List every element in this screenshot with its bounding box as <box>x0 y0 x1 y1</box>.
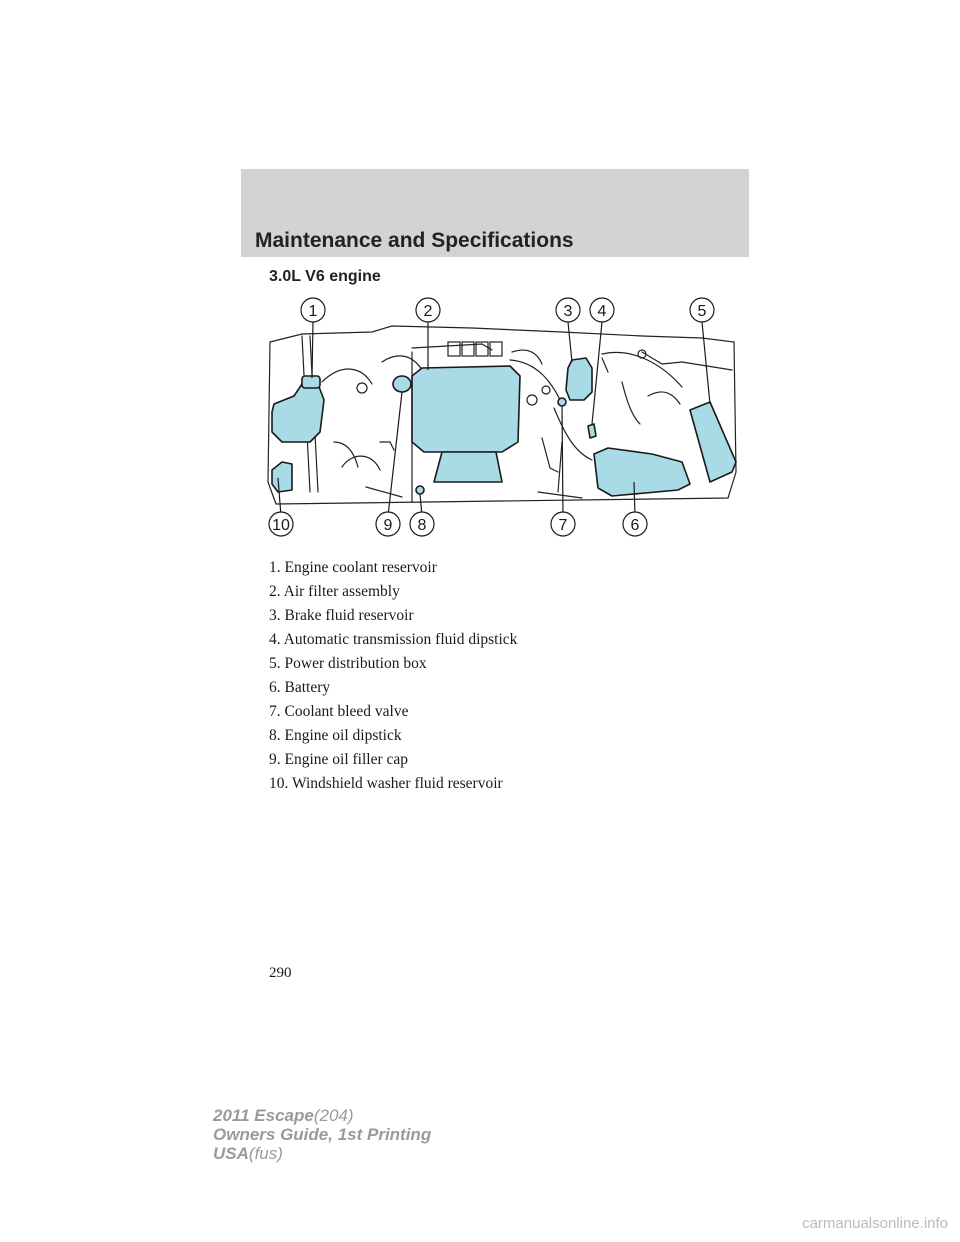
legend-item-engine-oil-filler-cap: 9. Engine oil filler cap <box>269 751 409 768</box>
component-legend-list <box>269 556 517 796</box>
legend-item-coolant-bleed-valve: 7. Coolant bleed valve <box>269 703 409 720</box>
footer-guide: Owners Guide, 1st Printing <box>213 1125 432 1144</box>
footer-guide-line <box>213 1125 431 1144</box>
footer-model-code: (204) <box>313 1106 354 1125</box>
legend-item-brake-fluid-reservoir: 3. Brake fluid reservoir <box>269 607 414 624</box>
footer-model-line <box>213 1106 431 1125</box>
callout-6-label: 6 <box>630 517 640 534</box>
callout-8-label: 8 <box>417 517 427 534</box>
legend-item-engine-coolant-reservoir: 1. Engine coolant reservoir <box>269 559 437 576</box>
watermark-text: carmanualsonline.info <box>802 1215 948 1232</box>
engine-title: 3.0L V6 engine <box>269 268 381 285</box>
legend-item-washer-fluid-reservoir: 10. Windshield washer fluid reservoir <box>269 775 503 792</box>
section-title: Maintenance and Specifications <box>255 229 574 252</box>
legend-item-transmission-fluid-dipstick: 4. Automatic transmission fluid dipstick <box>269 631 518 648</box>
callout-3-label: 3 <box>563 303 573 320</box>
engine-compartment-diagram <box>262 292 740 542</box>
footer-market-code: (fus) <box>248 1144 283 1163</box>
legend-item-air-filter-assembly: 2. Air filter assembly <box>269 583 400 600</box>
page-number: 290 <box>269 965 292 981</box>
callout-10-label: 10 <box>272 517 290 534</box>
callout-5-label: 5 <box>697 303 707 320</box>
footer-market: USA <box>213 1144 249 1163</box>
document-footer <box>213 1106 431 1163</box>
callout-1-label: 1 <box>308 303 318 320</box>
legend-item-engine-oil-dipstick: 8. Engine oil dipstick <box>269 727 402 744</box>
legend-item-battery: 6. Battery <box>269 679 331 696</box>
callout-2-label: 2 <box>423 303 433 320</box>
footer-model: 2011 Escape <box>213 1106 314 1125</box>
footer-market-line <box>213 1144 431 1163</box>
callout-7-label: 7 <box>558 517 568 534</box>
callout-4-label: 4 <box>597 303 607 320</box>
callout-9-label: 9 <box>383 517 393 534</box>
section-header-band <box>241 169 749 257</box>
legend-item-power-distribution-box: 5. Power distribution box <box>269 655 427 672</box>
